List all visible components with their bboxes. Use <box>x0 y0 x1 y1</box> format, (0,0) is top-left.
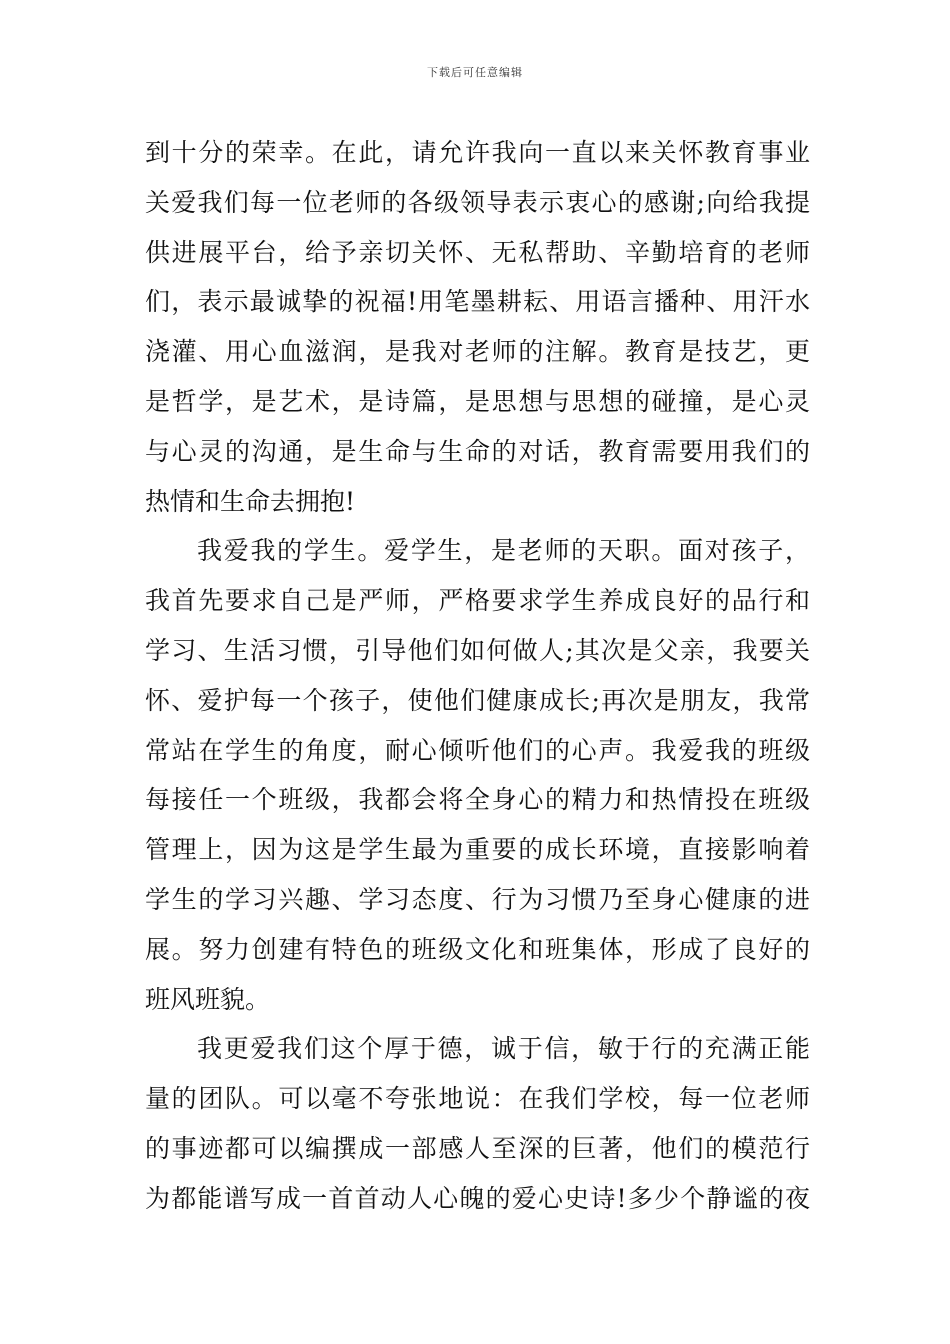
text-line: 为都能谱写成一首首动人心魄的爱心史诗!多少个静谧的夜 <box>145 1183 810 1213</box>
text-line: 供进展平台，给予亲切关怀、无私帮助、辛勤培育的老师 <box>145 237 810 267</box>
text-line: 展。努力创建有特色的班级文化和班集体，形成了良好的 <box>145 934 810 964</box>
text-line: 我更爱我们这个厚于德，诚于信，敏于行的充满正能 <box>197 1034 810 1064</box>
text-line: 的事迹都可以编撰成一部感人至深的巨著，他们的模范行 <box>145 1133 810 1163</box>
text-line: 量的团队。可以毫不夸张地说：在我们学校，每一位老师 <box>145 1084 810 1114</box>
paragraph-2 <box>145 526 810 1024</box>
text-line: 与心灵的沟通，是生命与生命的对话，教育需要用我们的 <box>145 436 810 466</box>
text-line: 是哲学，是艺术，是诗篇，是思想与思想的碰撞，是心灵 <box>145 386 810 416</box>
text-line: 我爱我的学生。爱学生，是老师的天职。面对孩子， <box>197 536 810 566</box>
text-line: 关爱我们每一位老师的各级领导表示衷心的感谢;向给我提 <box>145 187 810 217</box>
document-body <box>145 128 810 1224</box>
text-line: 们，表示最诚挚的祝福!用笔墨耕耘、用语言播种、用汗水 <box>145 287 810 317</box>
text-line: 学生的学习兴趣、学习态度、行为习惯乃至身心健康的进 <box>145 884 810 914</box>
paragraph-1 <box>145 128 810 526</box>
text-line: 管理上，因为这是学生最为重要的成长环境，直接影响着 <box>145 835 810 865</box>
paragraph-3 <box>145 1024 810 1223</box>
text-line: 我首先要求自己是严师，严格要求学生养成良好的品行和 <box>145 586 810 616</box>
text-line: 热情和生命去拥抱! <box>145 486 356 516</box>
text-line: 学习、生活习惯，引导他们如何做人;其次是父亲，我要关 <box>145 635 810 665</box>
text-line: 怀、爱护每一个孩子，使他们健康成长;再次是朋友，我常 <box>145 685 810 715</box>
page-header: 下载后可任意编辑 <box>427 66 523 79</box>
text-line: 常站在学生的角度，耐心倾听他们的心声。我爱我的班级 <box>145 735 810 765</box>
text-line: 到十分的荣幸。在此，请允许我向一直以来关怀教育事业 <box>145 138 810 167</box>
text-line: 班风班貌。 <box>145 984 271 1014</box>
text-line: 每接任一个班级，我都会将全身心的精力和热情投在班级 <box>145 785 810 815</box>
text-line: 浇灌、用心血滋润，是我对老师的注解。教育是技艺，更 <box>145 337 810 367</box>
